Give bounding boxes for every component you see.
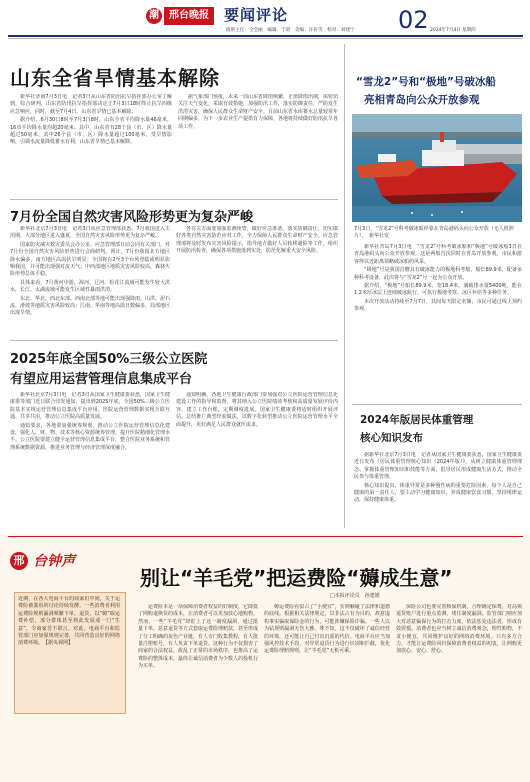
disaster-paragraph-5: 各有关方面要加强监测预警，做好应急准备，落实防御责任，切实做好各类自然灾害防范应对工作，全力保障人民群众生命财产安全。应急管理部将及时发布灾害风险提示，指导地方做好人员转移避险等工作，组织开展防汛检查，确保各项措施落到实处，防范化解重大安全风险。 — [176, 226, 338, 255]
divider-2 — [10, 340, 338, 341]
hospital-paragraph-1: 新华社北京7月3日电 记者3日从国家卫生健康委获悉，国家卫生健康委等部门近日联合印发通知，提出到2025年底，全国50%三级公立医院基本实现运营管理信息集成平台应用，医院运营管理数据实现互联互通、共享共用，推动公立医院高质量发展。 — [10, 392, 170, 421]
paper-logo-badge — [146, 8, 162, 24]
hospital-body-right — [176, 392, 338, 524]
weight-body — [354, 452, 522, 530]
column-paragraph-3: 保险公司也要完善核保机制，合理确定保费，对高频退货账户进行重点监测，堵住制度漏洞。监管部门则应加大对恶意骗保行为的打击力度，依法惩处违法者，形成有效震慑。消费者也应当树立诚信消费观念，理性购物，不贪小便宜，共同维护良好的网络消费环境。只有多方合力，才能让运费险回归保障消费者权益的初衷，让网购更加放心、安心、舒心。 — [396, 604, 522, 655]
column-separator — [344, 44, 345, 528]
divider-1 — [10, 199, 338, 200]
page-date: 2024年7月4日 星期四 — [430, 28, 476, 33]
hospital-body-left — [10, 392, 170, 524]
hospital-headline-line2: 有望应用运营管理信息集成平台 — [10, 372, 193, 387]
weight-paragraph-1: 据新华社北京7月3日电 记者从国家卫生健康委获悉，国家卫生健康委近日发布《居民体重管理核心知识（2024年版）》，从树立健康体重管理理念、掌握体重管理知识和技能等方面，倡导居民形成健康生活方式，推动全民参与体重管理。 — [354, 452, 522, 481]
column-paragraph-2: 薅运费险看似占了“小便宜”，实则触碰了法律和道德的底线。根据相关法律规定，以非法占有为目的，故意虚构事实骗取保险金的行为，可能涉嫌保险诈骗。一些人以为钻规则漏洞无伤大雅，殊不知，这不仅破坏了诚信经营的环境，还可能让自己付出沉重的代价。电商平台应当加强风控技术手段，对异常退货行为进行识别和拦截，优化运费险理赔规则，让“羊毛党”无机可乘。 — [264, 604, 390, 655]
logo-char: 潮 — [149, 10, 159, 21]
disaster-paragraph-4: 东北、华北、西北东部、西南北部等地可能出现强降雨，山洪、泥石流、滑坡等地质灾害风险较高；江南、华南等地高温日数偏多，局部地区出现旱情。 — [10, 295, 170, 317]
weight-headline-line2: 核心知识发布 — [360, 432, 423, 444]
staff-line: 值班主任：仝会丽 编辑：于谌 美编：许岩雪 校对：刘建宁 — [226, 28, 355, 33]
hospital-paragraph-3: 通知明确，各地卫生健康行政部门要加强对公立医院运营管理信息化建设工作的指导和监督，将其纳入公立医院绩效考核和高质量发展评价内容，建立工作台账，定期调度进展。国家卫生健康委将适时组织开展评估，总结推广典型经验做法，以数字化转型推动公立医院运营管理水平全面提升，更好满足人民群众就医需求。 — [176, 392, 338, 428]
column-headline: 别让“羊毛党”把运费险“薅成生意” — [140, 566, 453, 590]
icebreaker-paragraph-3: 据介绍，“极地”号船长89.9米，宽18.4米，满载排水量5400吨，能在1.2米厚冰层上连续破冰航行，可执行极地考察、冰区补给等多种任务。 — [354, 283, 522, 297]
column-badge-text: 台钟声 — [33, 553, 76, 570]
section-title: 要闻评论 — [224, 6, 289, 24]
column-badge — [10, 550, 90, 570]
icebreaker-photo — [352, 114, 522, 222]
column-sidebar-text: 近期，在各大电商平台的商家们中间，关于运费险被滥用的讨论持续发酵。一些消费者利用运费险规则漏洞频繁下单、退货，以“薅”取运费补偿，部分群体甚至将此发展成一门“生意”，令商家苦不堪言。对此，电商平台和监管部门应加强规则完善，共同营造良好的网络消费环境。 【据央视网】 — [18, 596, 120, 647]
disaster-paragraph-2: 国家防灾减灾救灾委员会办公室、应急管理部日前会同有关部门，对7月份全国自然灾害风险形势进行会商研判。预计，7月份我国北方地区降水偏多，南方地区高温伏旱明显；全国将有2至3个台风登陆或明显影响我国，并可能出现强对流天气；中西部地区地质灾害风险较高，森林火险形势总体平稳。 — [10, 241, 170, 278]
disaster-headline: 7月份全国自然灾害风险形势更为复杂严峻 — [10, 210, 254, 225]
disaster-paragraph-1: 新华社北京7月3日电 记者3日从应急管理部获悉，7月我国进入主汛期，大部分地区进入盛夏，全国自然灾害风险形势更为复杂严峻。 — [10, 226, 170, 240]
icebreaker-body — [354, 244, 522, 400]
column-body-col2 — [264, 604, 390, 776]
hospital-paragraph-2: 通知要求，各地要加强统筹规划，推动公立医院运营管理信息化建设，强化人、财、物、技术等核心资源统筹管理，提升医院精细化管理水平。公立医院要建立健全运营管理信息集成平台，整合医院业务系统和管理系统数据资源，推进业务管理与经济管理深度融合。 — [10, 422, 170, 451]
column-byline: □本报评论员 孙建媛 — [330, 593, 380, 599]
page-number: 02 — [398, 6, 429, 34]
weight-headline-line1: 2024年版居民体重管理 — [360, 414, 474, 426]
drought-body-right — [178, 94, 338, 196]
column-badge-char: 邢 — [10, 552, 28, 570]
masthead-rule-thin — [8, 38, 523, 39]
icebreaker-photo-caption: 7月3日，“雪龙2”号科考破冰船停靠在青岛港码头向公众开放（无人机照片）。 新华社发 — [354, 226, 514, 239]
weight-paragraph-2: 核心知识提出，体重异常是多种慢性病的重要危险因素，每个人是自己健康的第一责任人，要主动学习健康知识，养成健康饮食习惯，坚持规律运动，保持健康体重。 — [354, 482, 522, 504]
column-paragraph-1: 运费险本是一项保障消费者权益的好制度，它降低了网购退换货的成本，让消费者可以更加放心地购物。然而，一些“羊毛党”却盯上了这一制度漏洞，通过批量下单、恶意退货等方式套取运费险理赔款，甚至形成了分工明确的灰色产业链，有人专门收集教程，有人批量注册账号，有人负责下单退货。这种行为不仅损害了商家的合法权益，扰乱了正常的市场秩序，也推高了运费险的整体成本，最终让诚信消费者为少数人的投机行为买单。 — [138, 604, 258, 670]
paper-name: 邢台晚报 — [164, 7, 214, 25]
column-top-rule — [8, 536, 523, 537]
drought-paragraph-1: 新华社济南7月3日电 记者3日从山东省防汛抗旱指挥部办公室了解到，综合研判，山东省防汛抗旱指挥部决定于7月3日18时终止抗旱四级应急响应，同时，截至7月4日，山东省旱情已基本解除。 — [10, 94, 172, 115]
hospital-headline-line1: 2025年底全国50%三级公立医院 — [10, 352, 208, 367]
drought-paragraph-3: 据气象部门预报，未来一周山东省降雨频繁，正值降雨汛期，需密切关注天气变化，采取有效措施，加强防汛工作，落实防御责任，严防发生洪涝灾害，确保人民群众生命财产安全。目前山东省水库蓄水总量较常年同期偏多，为下一步农业生产提供有力保障，各地将持续做好防汛抗旱各项工作。 — [178, 94, 338, 130]
masthead — [0, 0, 530, 52]
disaster-paragraph-3: 具体来看，7月黄河中游、海河、辽河、松花江流域可能发生较大洪水，长江、太湖流域可能发生区域性暴雨洪涝。 — [10, 279, 170, 294]
column-body-col3 — [396, 604, 522, 776]
drought-paragraph-2: 据介绍，6月30日8时至7月3日8时，山东全省平均降水量46毫米，16市平均降水量均超20毫米。其中，山东省有28个县（市、区）降水量超过50毫米，其中26个县（市、区）降水量超过100毫米，受旱情影响，引调水流量降低蓄水有利，山东省旱情已基本解除。 — [10, 117, 172, 146]
column-body-col1 — [138, 604, 258, 776]
drought-body-left — [10, 94, 172, 196]
icebreaker-paragraph-1: 新华社青岛7月3日电 “雪龙2”号科考破冰船和“极地”号破冰船3日在青岛港码头向公众开放参观，这是两船首次同时在青岛开放参观，市民和游客得以近距离领略破冰船的风采。 — [354, 244, 522, 265]
divider-3 — [352, 404, 522, 405]
icebreaker-headline-line1: “雪龙2”号和“极地”号破冰船 — [356, 76, 496, 88]
masthead-rule — [8, 35, 523, 37]
drought-headline: 山东全省旱情基本解除 — [10, 66, 220, 90]
disaster-body-left — [10, 226, 170, 336]
disaster-body-right — [176, 226, 338, 336]
icebreaker-paragraph-2: “极地”号是我国首艘具有破冰能力的极地科考船，船长89.9米，配备多种科考设备，此次将与“雪龙2”号一起为公众开放。 — [354, 267, 522, 281]
icebreaker-headline-line2: 亮相青岛向公众开放参观 — [364, 94, 480, 106]
icebreaker-paragraph-4: 本次开放活动持续至7月7日，其间每天限定名额，市民可通过线上预约参观。 — [354, 298, 522, 313]
icebreaker-photo-svg — [352, 114, 522, 222]
